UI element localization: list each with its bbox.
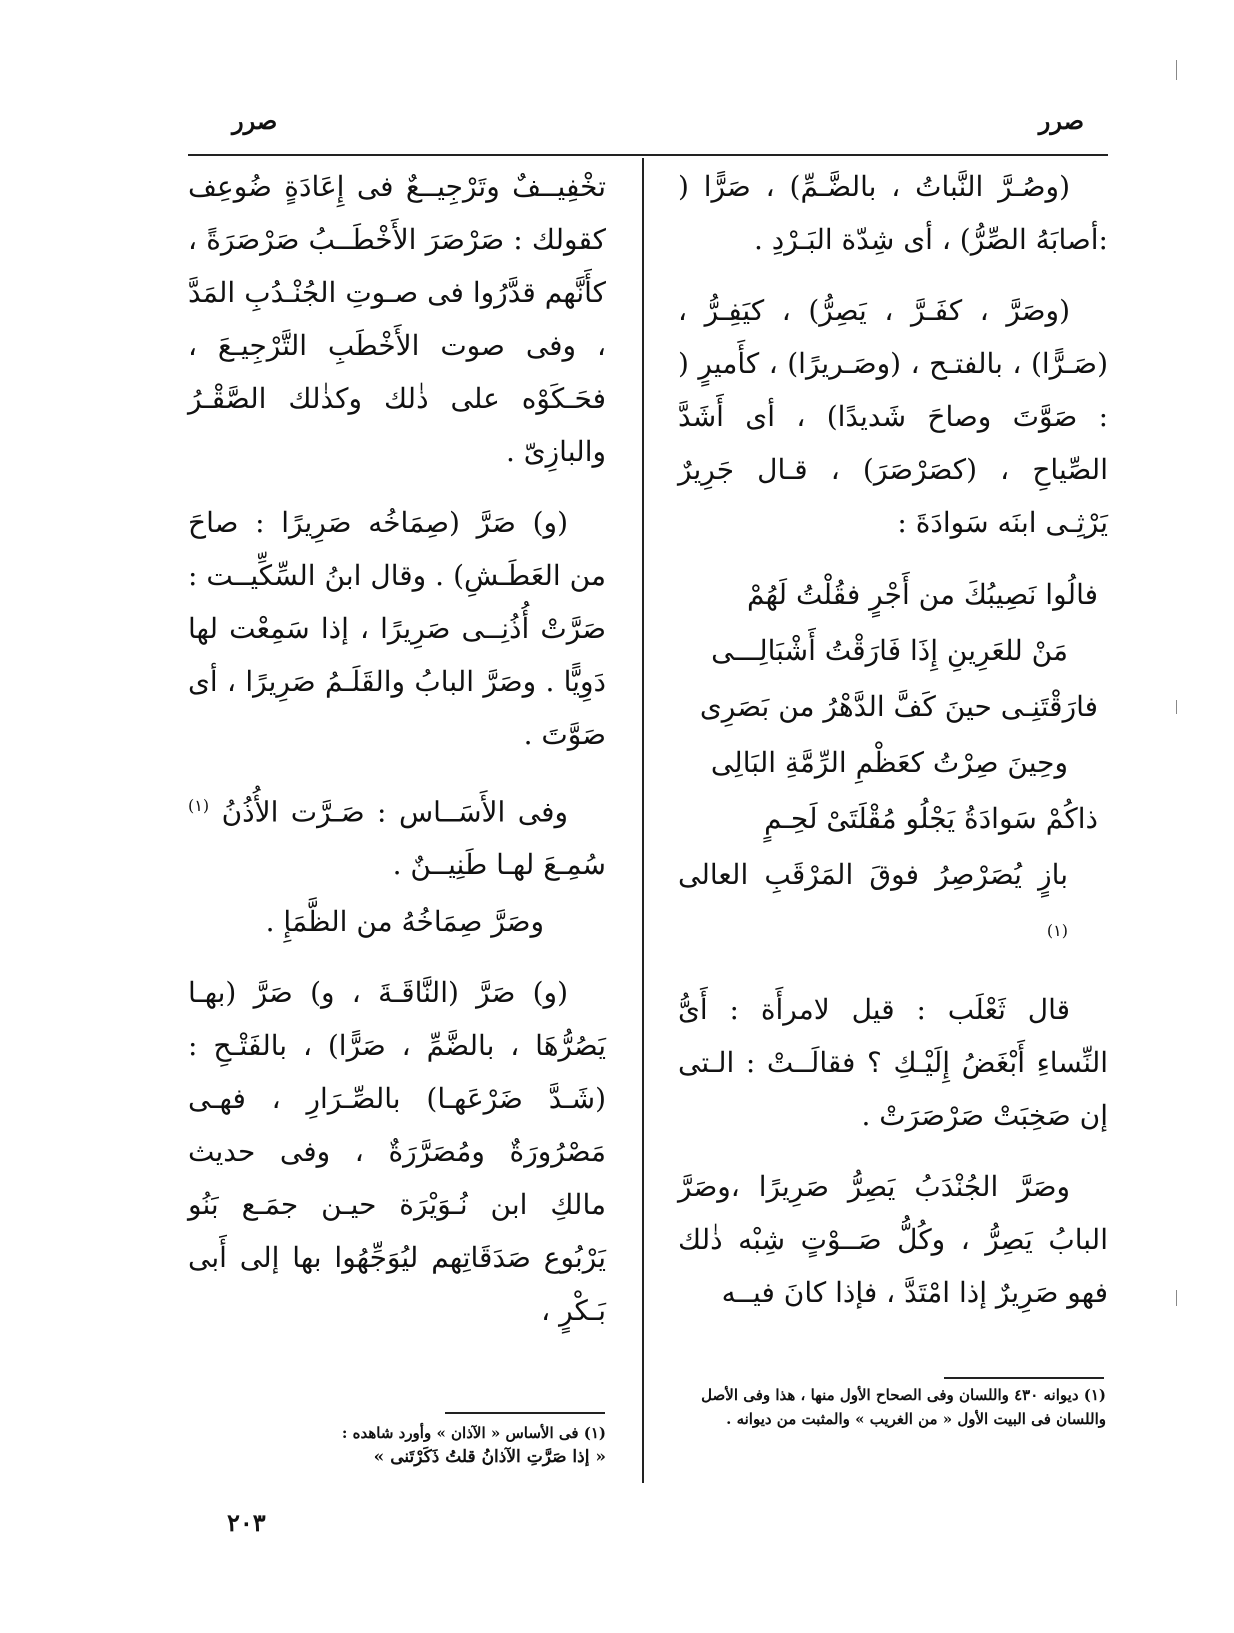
poem-verse-6 <box>678 847 1108 965</box>
left-paragraph-3-start: وفى الأَسَــاس : صَـرَّت الأُذُنُ <box>221 795 568 829</box>
footnote-left-line-1: (١) فى الأساس « الآذان » وأورد شاهده : <box>341 1424 606 1442</box>
footnote-left <box>188 1421 606 1469</box>
poem-verse-4: وحِينَ صِرْتُ كعَظْمِ الرِّمَّةِ البَالِى <box>710 746 1068 779</box>
poem-verse-5: ذاكُمْ سَوادَةُ يَجْلُو مُقْلَتَىْ لَحِـمٍ <box>764 802 1098 835</box>
left-paragraph-3 <box>188 779 606 891</box>
scan-edge-mark <box>1176 700 1177 714</box>
footnote-rule-right <box>944 1377 1104 1379</box>
footnote-marker: (١) <box>188 796 210 815</box>
right-paragraph-1: (وصُـرَّ النَّباتُ ، بالضَّـمِّ) ، صَرًّا ( :أصابَهُ الصِّرُّ) ، أى شِدّة البَـرْدِ . <box>678 170 1108 256</box>
left-paragraph-1: تخْفِيــفٌ وتَرْجِيــعٌ فى إِعَادَةٍ ضُوعِف كقولك : صَرْصَرَ الأَخْطَــبُ صَرْصَرَةً ، كأَنَّهم قدَّرُوا فى صـوتِ الجُنْـدُبِ المَدَّ ، وفى صوت الأَخْطَبِ التَّرْجِيـعَ ، فحَـكَوْه على ذٰلك وكذٰلك الصَّقْـرُ والبازِىّ . <box>188 170 606 468</box>
right-paragraph-2: (وصَرَّ ، كفَـرَّ ، يَصِرُّ) ، كيَفِـرُّ ، (صَـرًّا) ، بالفتـح ، (وصَـريرًا) ، كأَميرٍ ( : صَوَّتَ وصاحَ شَديدًا) ، أى أَشَدَّ الصِّياحِ ، (كصَرْصَرَ) ، قـال جَرِيرٌ يَرْثِـى ابنَه سَوادَةَ : <box>678 294 1108 539</box>
poem-verse-6-text: بازٍ يُصَرْصِرُ فوقَ المَرْقَبِ العالى <box>678 858 1068 891</box>
right-column <box>678 160 1108 1337</box>
poem-verse-1: فالُوا نَصِيبُكَ من أَجْرٍ فقُلْتُ لَهُمْ <box>747 578 1098 611</box>
poem-verse-3: فارَقْتَنِـى حينَ كَفَّ الدَّهْرُ من بَصَرِى <box>699 690 1098 723</box>
page-number: ٢٠٣ <box>227 1508 266 1537</box>
scan-edge-mark <box>1176 1290 1177 1306</box>
footnote-left-line-2: « إذا صَرَّتِ الآذانُ قلتُ ذَكَرْتَنى » <box>373 1447 606 1467</box>
footnote-right: (١) ديوانه ٤٣٠ واللسان وفى الصحاح الأول منها ، هذا وفى الأصل واللسان فى البيت الأول « من الغريب » والمثبت من ديوانه . <box>701 1386 1106 1428</box>
scan-edge-mark <box>1176 60 1177 80</box>
left-paragraph-3-end: سُمِـعَ لهـا طَنِيــنٌ . <box>392 848 606 882</box>
left-paragraph-4: (و) صَرَّ (النَّاقَـةَ ، و) صَرَّ (بهـا يَصُرُّهَا ، بالضَّمِّ ، صَرًّا) ، بالفَتْـحِ : (شَـدَّ ضَرْعَهـا) بالصِّـرَارِ ، فهـى مَصْرُورَةٌ ومُصَرَّرَةٌ ، وفى حديث مالكِ ابن نُـوَيْرَة حيـن جمَـع بَنُو يَرْبُوع صَدَقَاتِهم ليُوَجِّهُوا بها إلى أَبى بَـكْرٍ ، <box>188 976 606 1328</box>
column-divider <box>642 158 644 1483</box>
poem-verse-2: مَنْ للعَرِينِ إِذَا فَارَقْتُ أَشْبَالِـــى <box>711 634 1068 667</box>
left-quote-line: وصَرَّ صِمَاخُهُ من الظَّمَإِ . <box>265 905 544 939</box>
running-head-right: صرر <box>1038 106 1084 135</box>
left-paragraph-2: (و) صَرَّ (صِمَاخُه صَرِيرًا : صاحَ من العَطَـشِ) . وقال ابنُ السِّكِّيــت : صَرَّتْ أُذُنِــى صَرِيرًا ، إذا سَمِعْت لها دَوِيًّا . وصَرَّ البابُ والقَلَـمُ صَرِيرًا ، أى صَوَّتَ . <box>188 506 606 751</box>
footnote-rule-left <box>445 1412 605 1414</box>
right-paragraph-3: قال ثَعْلَب : قيل لامرأَة : أَىُّ النِّساءِ أَبْغَضُ إِلَيْـكِ ؟ فقالَــتْ : الـتى إن صَخِبَتْ صَرْصَرَتْ . <box>678 993 1108 1133</box>
left-column <box>188 160 606 1355</box>
header-rule <box>188 154 1108 156</box>
footnote-marker: (١) <box>1046 921 1068 940</box>
right-paragraph-4: وصَرَّ الجُنْدَبُ يَصِرُّ صَرِيرًا ،وصَرَّ البابُ يَصِرُّ ، وكُلُّ صَــوْتٍ شِبْه ذٰلك فهو صَرِيرٌ إذا امْتَدَّ ، فإذا كانَ فيــه <box>678 1170 1108 1310</box>
running-head-left: صرر <box>232 106 278 135</box>
